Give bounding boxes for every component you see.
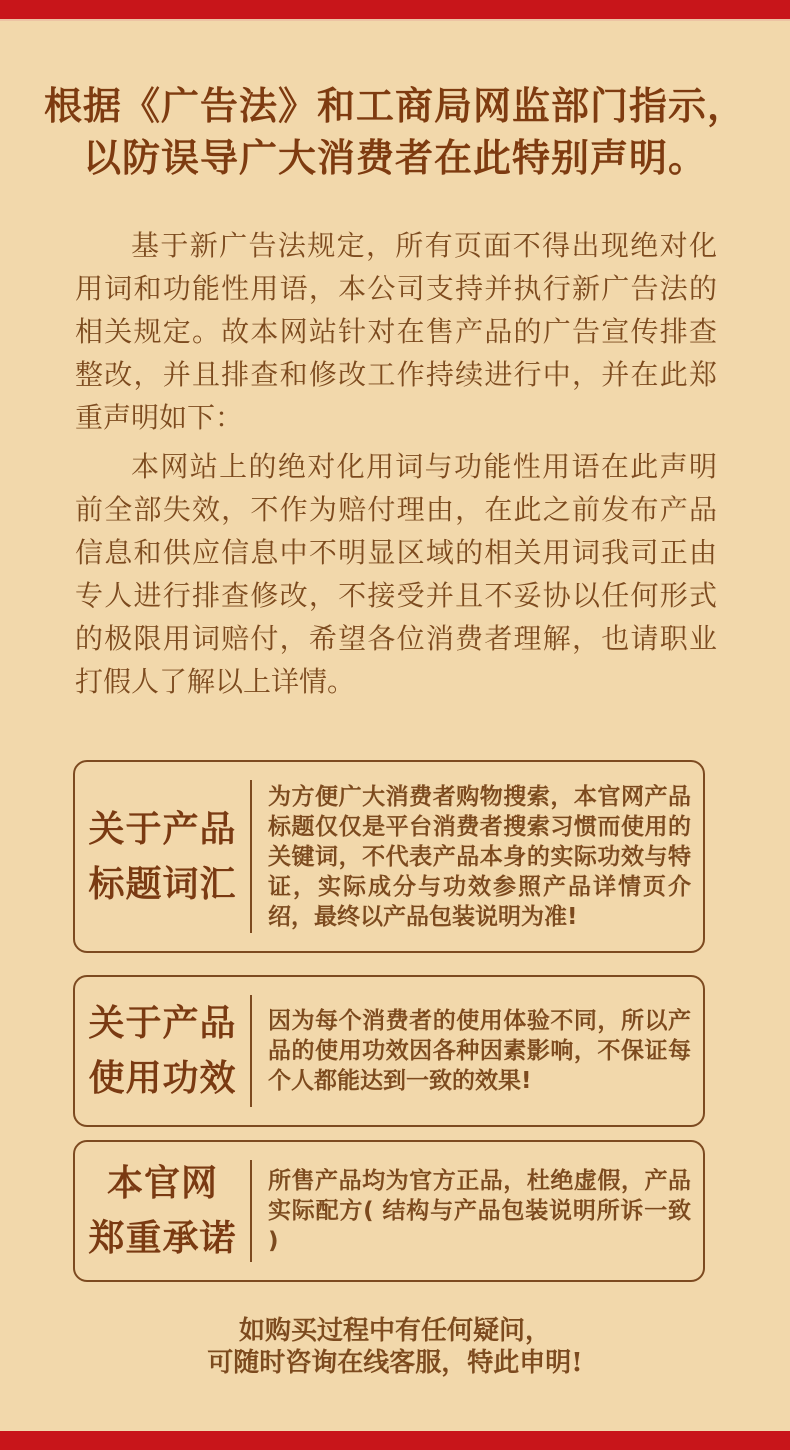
footer-note-line-1: 如购买过程中有任何疑问，	[238, 1316, 551, 1346]
notice-box-official-promise-label-line-1: 本官网	[106, 1162, 218, 1204]
notice-box-product-effect-label	[75, 977, 250, 1125]
footer-note-line-2: 可随时咨询在线客服，特此申明!	[207, 1348, 583, 1378]
notice-box-official-promise-text: 所售产品均为官方正品，杜绝虚假，产品实际配方( 结构与产品包装说明所诉一致 )	[268, 1168, 691, 1254]
notice-box-product-effect	[73, 975, 705, 1127]
notice-box-product-title-label	[75, 762, 250, 951]
notice-box-official-promise-body	[250, 1160, 703, 1262]
page-title-line-2: 以防误导广大消费者在此特别声明。	[82, 135, 707, 180]
bottom-red-bar	[0, 1431, 790, 1450]
notice-box-product-title-text: 为方便广大消费者购物搜索，本官网产品标题仅仅是平台消费者搜索习惯而使用的关键词，不代表产品本身的实际功效与特证，实际成分与功效参照产品详情页介绍，最终以产品包装说明为准!	[268, 783, 691, 930]
notice-box-product-title-label-line-2: 标题词汇	[88, 862, 237, 905]
notice-box-product-effect-text: 因为每个消费者的使用体验不同，所以产品的使用功效因各种因素影响，不保证每个人都能达到一致的效果!	[268, 1008, 691, 1094]
page-title-line-1: 根据《广告法》和工商局网监部门指示，	[43, 83, 746, 128]
notice-box-product-title-label-line-1: 关于产品	[88, 807, 237, 850]
statement-paragraph-1: 基于新广告法规定，所有页面不得出现绝对化用词和功能性用语，本公司支持并执行新广告法的相关规定。故本网站针对在售产品的广告宣传排查整改，并且排查和修改工作持续进行中，并在此郑重声明如下：	[75, 229, 717, 434]
notice-box-product-title	[73, 760, 705, 953]
notice-box-official-promise-label	[75, 1142, 250, 1280]
footer-note	[0, 1315, 790, 1379]
notice-box-product-effect-label-line-2: 使用功效	[88, 1057, 237, 1099]
page-title	[0, 80, 790, 184]
notice-box-official-promise	[73, 1140, 705, 1282]
statement-paragraph-2: 本网站上的绝对化用词与功能性用语在此声明前全部失效，不作为赔付理由，在此之前发布产品信息和供应信息中不明显区域的相关用词我司正由专人进行排查修改，不接受并且不妥协以任何形式的极限用词赔付，希望各位消费者理解，也请职业打假人了解以上详情。	[75, 450, 717, 698]
notice-box-product-title-body	[250, 780, 703, 933]
notice-box-product-effect-body	[250, 995, 703, 1107]
notice-box-product-effect-label-line-1: 关于产品	[88, 1002, 237, 1044]
top-red-bar	[0, 0, 790, 19]
notice-box-official-promise-label-line-2: 郑重承诺	[88, 1217, 237, 1259]
